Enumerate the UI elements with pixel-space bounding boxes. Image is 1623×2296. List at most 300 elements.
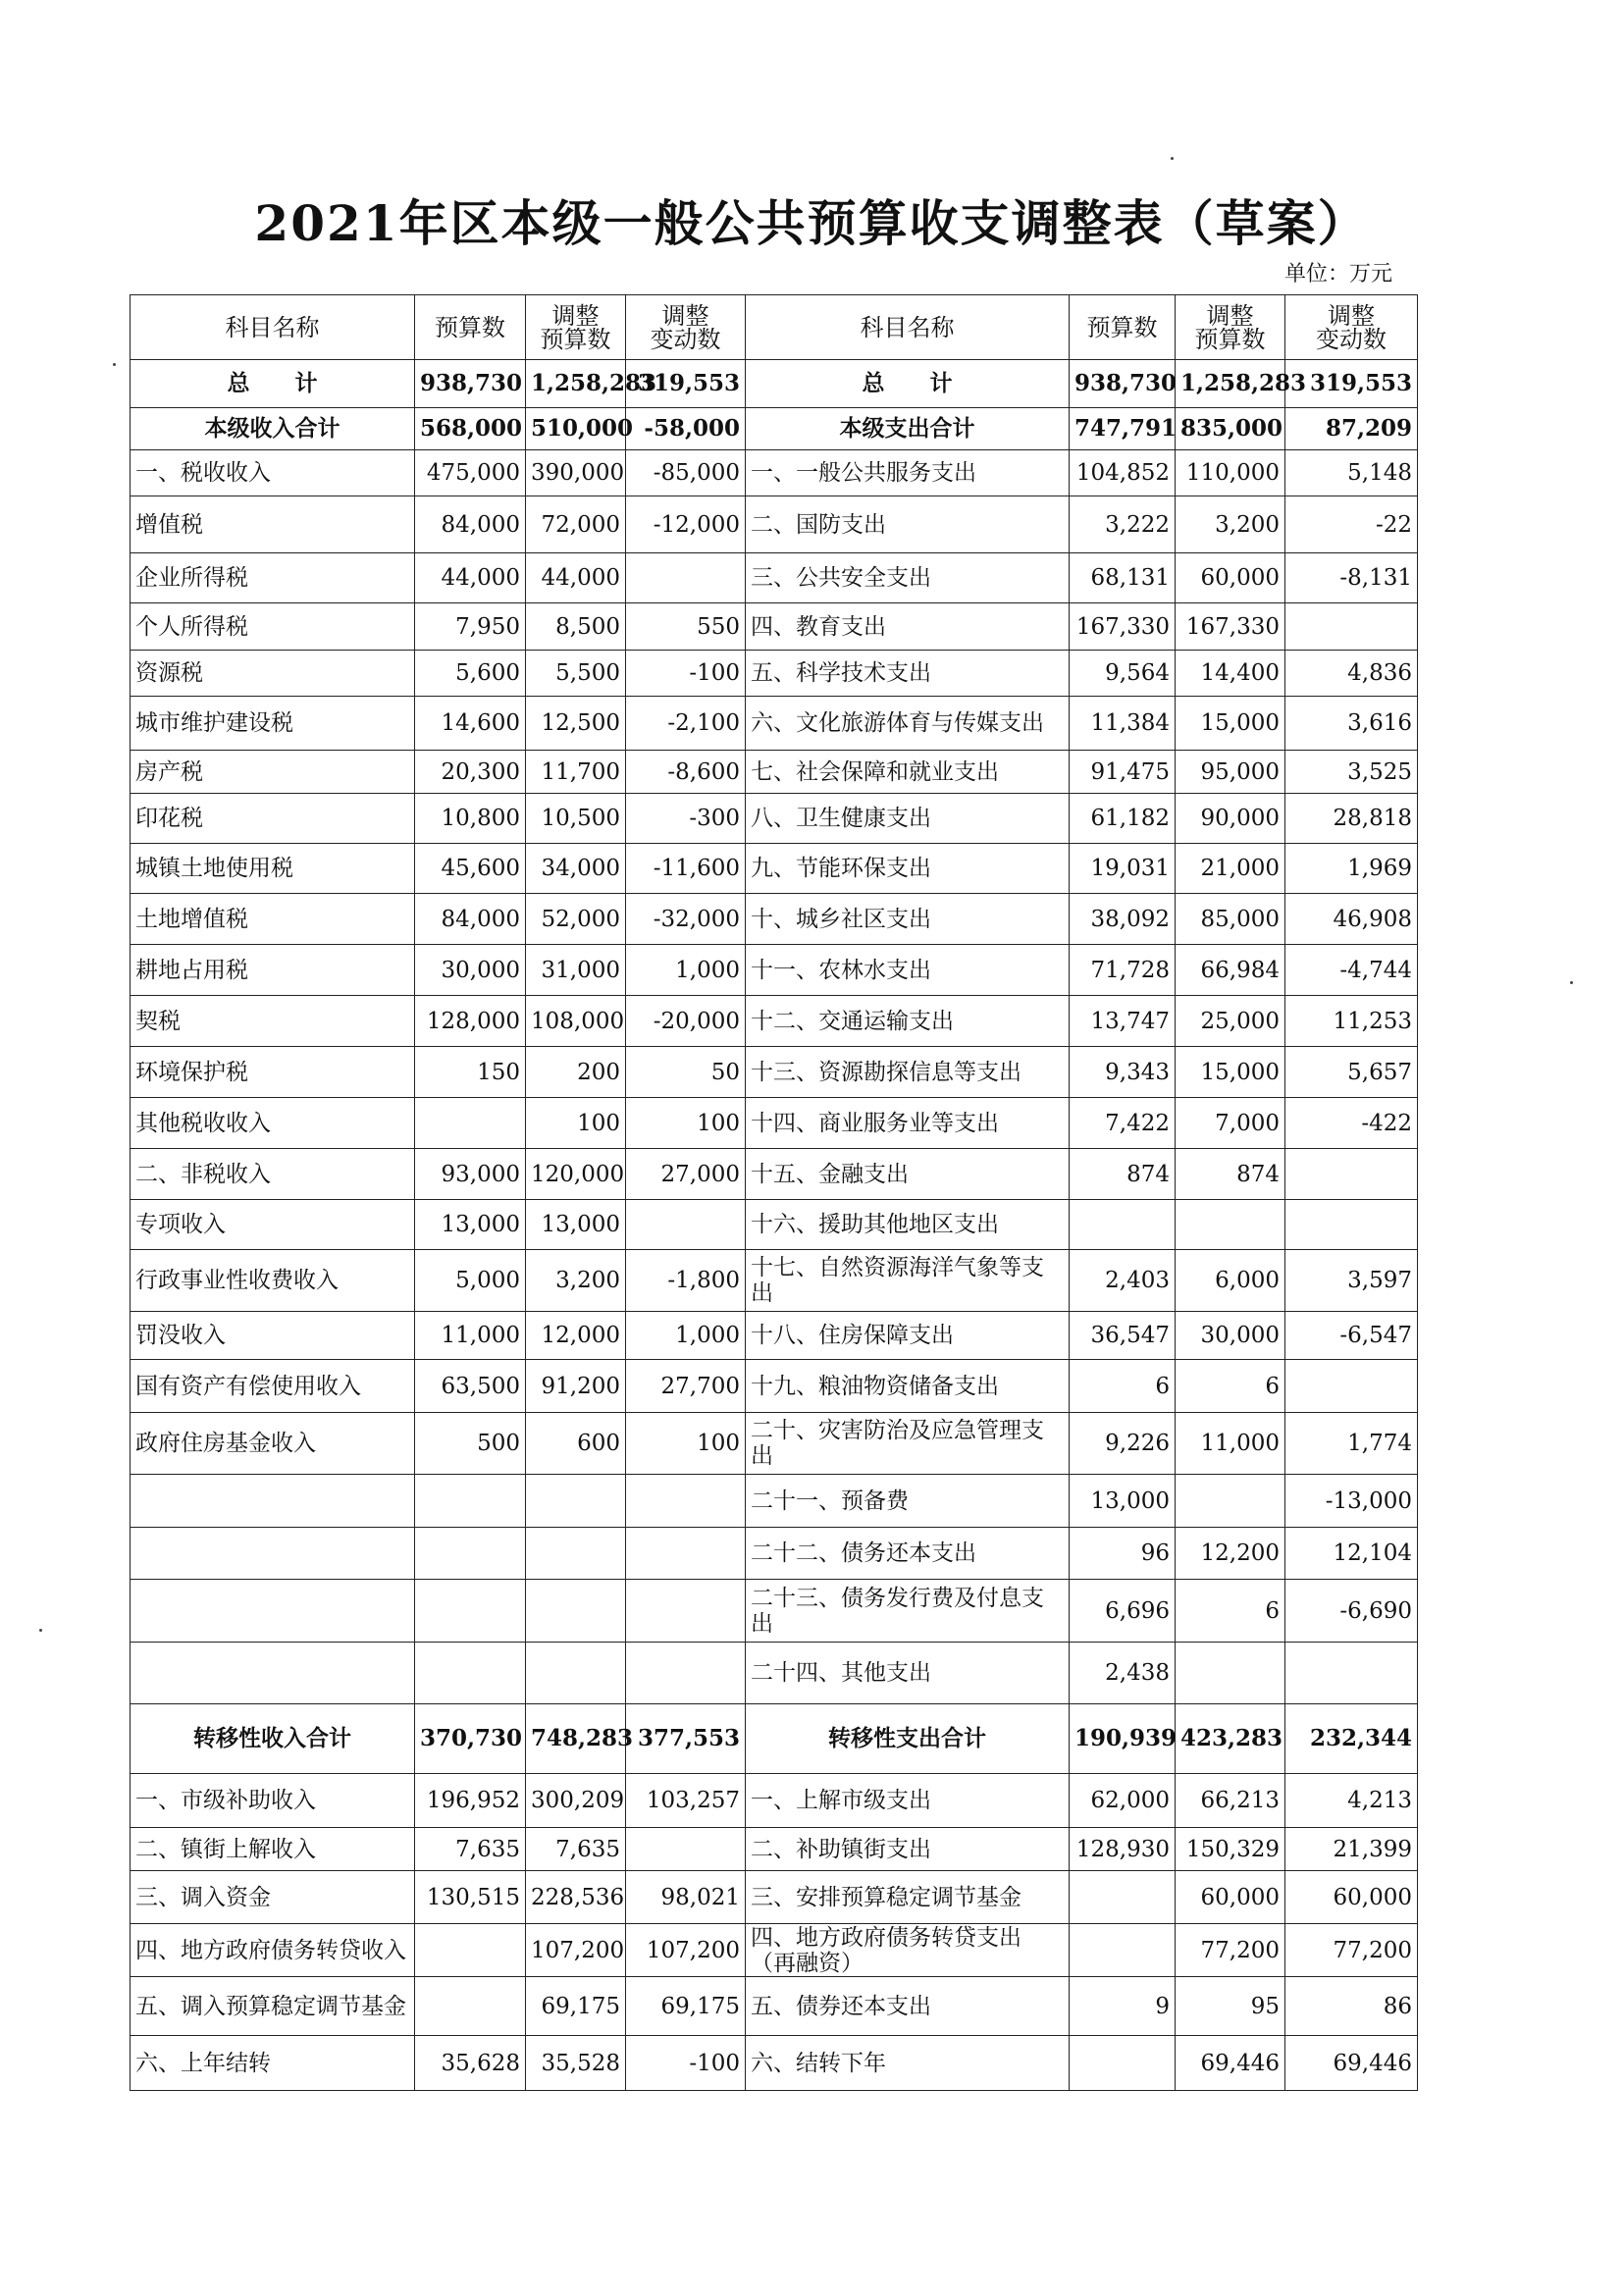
cell-income-adjusted: 748,283 [526, 1704, 626, 1774]
cell-income-change: 107,200 [626, 1924, 746, 1977]
cell-income-name: 六、上年结转 [131, 2036, 415, 2091]
cell-income-budget [415, 1475, 526, 1528]
cell-income-budget [415, 1643, 526, 1704]
cell-income-name [131, 1475, 415, 1528]
scan-speck [39, 1629, 42, 1632]
cell-expense-change [1285, 603, 1418, 651]
cell-expense-name: 十一、农林水支出 [746, 945, 1070, 996]
cell-income-budget: 45,600 [415, 844, 526, 894]
cell-income-budget: 44,000 [415, 553, 526, 603]
cell-expense-budget: 91,475 [1070, 751, 1176, 794]
cell-income-budget: 568,000 [415, 408, 526, 450]
header-income-change: 调整 变动数 [626, 295, 746, 360]
cell-income-change: -300 [626, 794, 746, 844]
cell-income-name: 城市维护建设税 [131, 697, 415, 751]
cell-income-name: 耕地占用税 [131, 945, 415, 996]
cell-expense-name: 二十一、预备费 [746, 1475, 1070, 1528]
table-row [131, 794, 1418, 844]
cell-income-change: 377,553 [626, 1704, 746, 1774]
cell-expense-change [1285, 1200, 1418, 1250]
cell-income-change: -58,000 [626, 408, 746, 450]
cell-income-adjusted: 120,000 [526, 1149, 626, 1200]
cell-income-change: 27,700 [626, 1360, 746, 1413]
table-row [131, 1828, 1418, 1871]
cell-expense-change: 1,774 [1285, 1413, 1418, 1475]
table-row [131, 1977, 1418, 2036]
cell-expense-budget: 2,403 [1070, 1250, 1176, 1312]
cell-income-adjusted: 228,536 [526, 1871, 626, 1924]
table-row [131, 651, 1418, 697]
table-row [131, 1580, 1418, 1643]
cell-expense-adjusted: 835,000 [1176, 408, 1285, 450]
cell-income-name: 一、市级补助收入 [131, 1774, 415, 1828]
cell-expense-budget: 104,852 [1070, 450, 1176, 496]
header-expense-budget: 预算数 [1070, 295, 1176, 360]
cell-income-budget: 196,952 [415, 1774, 526, 1828]
cell-expense-change: 3,616 [1285, 697, 1418, 751]
cell-expense-change: -13,000 [1285, 1475, 1418, 1528]
cell-expense-name: 四、地方政府债务转贷支出（再融资） [746, 1924, 1070, 1977]
cell-income-adjusted [526, 1475, 626, 1528]
cell-income-adjusted: 72,000 [526, 496, 626, 553]
cell-expense-name: 十五、金融支出 [746, 1149, 1070, 1200]
cell-expense-budget: 96 [1070, 1528, 1176, 1580]
cell-income-budget: 10,800 [415, 794, 526, 844]
cell-expense-name: 总 计 [746, 360, 1070, 408]
cell-expense-name: 六、结转下年 [746, 2036, 1070, 2091]
cell-income-budget: 500 [415, 1413, 526, 1475]
cell-income-adjusted: 7,635 [526, 1828, 626, 1871]
cell-expense-name: 二十三、债务发行费及付息支出 [746, 1580, 1070, 1643]
cell-expense-change: 319,553 [1285, 360, 1418, 408]
cell-expense-change [1285, 1149, 1418, 1200]
cell-expense-budget: 9 [1070, 1977, 1176, 2036]
table-row [131, 360, 1418, 408]
cell-income-adjusted: 8,500 [526, 603, 626, 651]
cell-expense-budget: 9,226 [1070, 1413, 1176, 1475]
table-row [131, 496, 1418, 553]
table-row [131, 450, 1418, 496]
cell-income-change: 69,175 [626, 1977, 746, 2036]
cell-expense-budget: 9,343 [1070, 1047, 1176, 1098]
cell-expense-change: 1,969 [1285, 844, 1418, 894]
cell-income-change: 319,553 [626, 360, 746, 408]
cell-expense-change: 87,209 [1285, 408, 1418, 450]
cell-expense-name: 五、科学技术支出 [746, 651, 1070, 697]
cell-income-change: 1,000 [626, 945, 746, 996]
cell-expense-budget [1070, 2036, 1176, 2091]
cell-income-budget: 370,730 [415, 1704, 526, 1774]
cell-expense-name: 二十、灾害防治及应急管理支出 [746, 1413, 1070, 1475]
cell-expense-adjusted: 110,000 [1176, 450, 1285, 496]
cell-expense-change: 3,525 [1285, 751, 1418, 794]
cell-expense-name: 本级支出合计 [746, 408, 1070, 450]
cell-income-adjusted: 12,000 [526, 1312, 626, 1360]
cell-expense-change: 5,657 [1285, 1047, 1418, 1098]
cell-income-change: 50 [626, 1047, 746, 1098]
table-row [131, 1413, 1418, 1475]
cell-income-name: 总 计 [131, 360, 415, 408]
cell-expense-change: 4,213 [1285, 1774, 1418, 1828]
cell-expense-budget: 747,791 [1070, 408, 1176, 450]
cell-income-adjusted: 10,500 [526, 794, 626, 844]
cell-income-budget [415, 1977, 526, 2036]
cell-expense-name: 九、节能环保支出 [746, 844, 1070, 894]
cell-income-name: 二、非税收入 [131, 1149, 415, 1200]
cell-income-budget: 7,950 [415, 603, 526, 651]
cell-expense-adjusted: 1,258,283 [1176, 360, 1285, 408]
cell-income-budget: 84,000 [415, 496, 526, 553]
table-row [131, 1924, 1418, 1977]
cell-expense-adjusted [1176, 1200, 1285, 1250]
cell-expense-budget: 6,696 [1070, 1580, 1176, 1643]
cell-expense-adjusted: 6,000 [1176, 1250, 1285, 1312]
table-row [131, 996, 1418, 1047]
cell-expense-change: 5,148 [1285, 450, 1418, 496]
cell-expense-budget: 128,930 [1070, 1828, 1176, 1871]
cell-income-name: 增值税 [131, 496, 415, 553]
header-income-adjusted: 调整 预算数 [526, 295, 626, 360]
cell-expense-budget: 68,131 [1070, 553, 1176, 603]
table-row [131, 1250, 1418, 1312]
cell-income-budget: 938,730 [415, 360, 526, 408]
table-row [131, 408, 1418, 450]
table-row [131, 945, 1418, 996]
cell-expense-name: 一、一般公共服务支出 [746, 450, 1070, 496]
cell-income-change: 98,021 [626, 1871, 746, 1924]
cell-expense-change [1285, 1360, 1418, 1413]
cell-income-budget [415, 1528, 526, 1580]
cell-income-budget: 35,628 [415, 2036, 526, 2091]
cell-expense-name: 五、债券还本支出 [746, 1977, 1070, 2036]
cell-expense-budget [1070, 1924, 1176, 1977]
cell-expense-change: 21,399 [1285, 1828, 1418, 1871]
cell-income-change [626, 1828, 746, 1871]
cell-expense-change [1285, 1643, 1418, 1704]
cell-expense-adjusted [1176, 1643, 1285, 1704]
cell-expense-adjusted: 11,000 [1176, 1413, 1285, 1475]
scan-speck [1171, 157, 1174, 160]
cell-expense-budget: 61,182 [1070, 794, 1176, 844]
cell-expense-adjusted [1176, 1475, 1285, 1528]
cell-income-change: 1,000 [626, 1312, 746, 1360]
cell-income-change: -85,000 [626, 450, 746, 496]
table-row [131, 1200, 1418, 1250]
header-expense-adjusted: 调整 预算数 [1176, 295, 1285, 360]
cell-expense-adjusted: 21,000 [1176, 844, 1285, 894]
cell-expense-adjusted: 7,000 [1176, 1098, 1285, 1149]
cell-income-adjusted: 31,000 [526, 945, 626, 996]
table-row [131, 1360, 1418, 1413]
header-expense-name: 科目名称 [746, 295, 1070, 360]
cell-expense-adjusted: 60,000 [1176, 1871, 1285, 1924]
cell-expense-budget: 167,330 [1070, 603, 1176, 651]
cell-expense-adjusted: 14,400 [1176, 651, 1285, 697]
cell-income-name: 印花税 [131, 794, 415, 844]
cell-expense-name: 十三、资源勘探信息等支出 [746, 1047, 1070, 1098]
cell-income-change: -100 [626, 2036, 746, 2091]
cell-income-name: 其他税收收入 [131, 1098, 415, 1149]
cell-income-budget: 84,000 [415, 894, 526, 945]
cell-income-budget [415, 1580, 526, 1643]
cell-expense-name: 十、城乡社区支出 [746, 894, 1070, 945]
cell-expense-adjusted: 874 [1176, 1149, 1285, 1200]
cell-expense-change: 232,344 [1285, 1704, 1418, 1774]
cell-expense-change: -8,131 [1285, 553, 1418, 603]
cell-income-adjusted [526, 1580, 626, 1643]
page-title: 2021年区本级一般公共预算收支调整表（草案） [254, 194, 1369, 252]
cell-expense-name: 三、公共安全支出 [746, 553, 1070, 603]
cell-expense-adjusted: 6 [1176, 1360, 1285, 1413]
cell-income-budget: 11,000 [415, 1312, 526, 1360]
cell-income-name: 契税 [131, 996, 415, 1047]
cell-expense-change: 11,253 [1285, 996, 1418, 1047]
cell-expense-change: -6,547 [1285, 1312, 1418, 1360]
cell-expense-budget: 13,000 [1070, 1475, 1176, 1528]
cell-income-adjusted: 1,258,283 [526, 360, 626, 408]
cell-income-change [626, 553, 746, 603]
table-row [131, 751, 1418, 794]
table-row [131, 1312, 1418, 1360]
cell-income-name: 房产税 [131, 751, 415, 794]
cell-expense-budget: 62,000 [1070, 1774, 1176, 1828]
table-row [131, 1047, 1418, 1098]
table-row [131, 1149, 1418, 1200]
cell-expense-adjusted: 69,446 [1176, 2036, 1285, 2091]
table-row [131, 2036, 1418, 2091]
cell-expense-adjusted: 15,000 [1176, 1047, 1285, 1098]
cell-expense-budget: 3,222 [1070, 496, 1176, 553]
cell-expense-budget: 874 [1070, 1149, 1176, 1200]
cell-expense-name: 转移性支出合计 [746, 1704, 1070, 1774]
cell-expense-name: 十七、自然资源海洋气象等支出 [746, 1250, 1070, 1312]
cell-expense-adjusted: 12,200 [1176, 1528, 1285, 1580]
cell-expense-budget: 9,564 [1070, 651, 1176, 697]
cell-expense-name: 二、国防支出 [746, 496, 1070, 553]
cell-income-budget: 20,300 [415, 751, 526, 794]
cell-income-name [131, 1528, 415, 1580]
table-row [131, 1475, 1418, 1528]
cell-expense-adjusted: 66,984 [1176, 945, 1285, 996]
cell-expense-name: 四、教育支出 [746, 603, 1070, 651]
cell-expense-budget: 71,728 [1070, 945, 1176, 996]
cell-expense-change: -6,690 [1285, 1580, 1418, 1643]
cell-expense-name: 一、上解市级支出 [746, 1774, 1070, 1828]
cell-income-name: 罚没收入 [131, 1312, 415, 1360]
cell-income-change [626, 1475, 746, 1528]
cell-income-name: 二、镇街上解收入 [131, 1828, 415, 1871]
cell-income-change: 550 [626, 603, 746, 651]
cell-expense-adjusted: 60,000 [1176, 553, 1285, 603]
cell-expense-name: 六、文化旅游体育与传媒支出 [746, 697, 1070, 751]
cell-expense-name: 十九、粮油物资储备支出 [746, 1360, 1070, 1413]
table-row [131, 1643, 1418, 1704]
table-row [131, 1098, 1418, 1149]
budget-adjustment-table [130, 294, 1418, 2091]
cell-income-change [626, 1580, 746, 1643]
header-income-budget: 预算数 [415, 295, 526, 360]
cell-expense-change: 60,000 [1285, 1871, 1418, 1924]
cell-income-adjusted: 3,200 [526, 1250, 626, 1312]
cell-income-adjusted: 300,209 [526, 1774, 626, 1828]
cell-income-adjusted: 91,200 [526, 1360, 626, 1413]
table-row [131, 1871, 1418, 1924]
cell-income-budget: 63,500 [415, 1360, 526, 1413]
cell-income-budget: 14,600 [415, 697, 526, 751]
cell-income-name: 四、地方政府债务转贷收入 [131, 1924, 415, 1977]
cell-income-change [626, 1200, 746, 1250]
cell-expense-adjusted: 95 [1176, 1977, 1285, 2036]
cell-expense-name: 十四、商业服务业等支出 [746, 1098, 1070, 1149]
cell-income-name: 环境保护税 [131, 1047, 415, 1098]
cell-income-budget [415, 1098, 526, 1149]
cell-income-name: 政府住房基金收入 [131, 1413, 415, 1475]
cell-income-name: 转移性收入合计 [131, 1704, 415, 1774]
cell-expense-name: 二十二、债务还本支出 [746, 1528, 1070, 1580]
cell-income-adjusted [526, 1528, 626, 1580]
cell-income-change: -32,000 [626, 894, 746, 945]
table-row [131, 1528, 1418, 1580]
cell-expense-change: 46,908 [1285, 894, 1418, 945]
cell-income-adjusted: 52,000 [526, 894, 626, 945]
cell-income-name: 三、调入资金 [131, 1871, 415, 1924]
cell-income-change [626, 1643, 746, 1704]
cell-expense-budget: 36,547 [1070, 1312, 1176, 1360]
table-row [131, 1704, 1418, 1774]
cell-income-adjusted: 35,528 [526, 2036, 626, 2091]
cell-expense-budget: 19,031 [1070, 844, 1176, 894]
cell-income-name: 五、调入预算稳定调节基金 [131, 1977, 415, 2036]
header-expense-change: 调整 变动数 [1285, 295, 1418, 360]
cell-income-name: 国有资产有偿使用收入 [131, 1360, 415, 1413]
table-row [131, 844, 1418, 894]
cell-expense-change: 4,836 [1285, 651, 1418, 697]
cell-income-name: 资源税 [131, 651, 415, 697]
cell-expense-change: -422 [1285, 1098, 1418, 1149]
cell-income-budget: 13,000 [415, 1200, 526, 1250]
cell-income-budget: 130,515 [415, 1871, 526, 1924]
cell-expense-adjusted: 95,000 [1176, 751, 1285, 794]
cell-income-change: 103,257 [626, 1774, 746, 1828]
scan-speck [1570, 981, 1573, 984]
cell-income-budget: 150 [415, 1047, 526, 1098]
cell-income-adjusted: 510,000 [526, 408, 626, 450]
cell-income-adjusted: 11,700 [526, 751, 626, 794]
cell-income-name: 土地增值税 [131, 894, 415, 945]
cell-expense-name: 三、安排预算稳定调节基金 [746, 1871, 1070, 1924]
cell-expense-change: 3,597 [1285, 1250, 1418, 1312]
cell-income-name: 专项收入 [131, 1200, 415, 1250]
cell-income-adjusted: 107,200 [526, 1924, 626, 1977]
cell-income-change: -12,000 [626, 496, 746, 553]
table-row [131, 894, 1418, 945]
cell-expense-budget [1070, 1871, 1176, 1924]
cell-expense-adjusted: 25,000 [1176, 996, 1285, 1047]
cell-expense-budget: 938,730 [1070, 360, 1176, 408]
cell-income-adjusted: 44,000 [526, 553, 626, 603]
cell-expense-budget: 6 [1070, 1360, 1176, 1413]
cell-expense-adjusted: 423,283 [1176, 1704, 1285, 1774]
cell-income-budget: 5,600 [415, 651, 526, 697]
cell-income-change: -100 [626, 651, 746, 697]
cell-income-change: 100 [626, 1098, 746, 1149]
cell-income-budget [415, 1924, 526, 1977]
cell-expense-adjusted: 77,200 [1176, 1924, 1285, 1977]
cell-expense-budget: 13,747 [1070, 996, 1176, 1047]
cell-expense-name: 十六、援助其他地区支出 [746, 1200, 1070, 1250]
cell-income-change: -2,100 [626, 697, 746, 751]
cell-income-adjusted: 390,000 [526, 450, 626, 496]
cell-income-adjusted: 5,500 [526, 651, 626, 697]
cell-income-name: 企业所得税 [131, 553, 415, 603]
cell-income-name: 行政事业性收费收入 [131, 1250, 415, 1312]
cell-income-budget: 128,000 [415, 996, 526, 1047]
cell-expense-adjusted: 150,329 [1176, 1828, 1285, 1871]
cell-expense-change: 12,104 [1285, 1528, 1418, 1580]
cell-income-adjusted: 69,175 [526, 1977, 626, 2036]
cell-income-budget: 475,000 [415, 450, 526, 496]
cell-income-change: 100 [626, 1413, 746, 1475]
cell-expense-change: 77,200 [1285, 1924, 1418, 1977]
cell-expense-adjusted: 6 [1176, 1580, 1285, 1643]
cell-income-name [131, 1580, 415, 1643]
cell-income-adjusted: 13,000 [526, 1200, 626, 1250]
cell-expense-name: 二、补助镇街支出 [746, 1828, 1070, 1871]
cell-income-change: -1,800 [626, 1250, 746, 1312]
cell-income-change: -8,600 [626, 751, 746, 794]
cell-expense-change: -4,744 [1285, 945, 1418, 996]
cell-income-budget: 30,000 [415, 945, 526, 996]
cell-income-name: 个人所得税 [131, 603, 415, 651]
cell-expense-name: 七、社会保障和就业支出 [746, 751, 1070, 794]
table-header-row [131, 295, 1418, 360]
cell-income-adjusted [526, 1643, 626, 1704]
cell-income-change [626, 1528, 746, 1580]
cell-income-name: 一、税收收入 [131, 450, 415, 496]
cell-expense-adjusted: 30,000 [1176, 1312, 1285, 1360]
cell-expense-budget [1070, 1200, 1176, 1250]
cell-income-change: 27,000 [626, 1149, 746, 1200]
cell-income-change: -20,000 [626, 996, 746, 1047]
cell-expense-change: 28,818 [1285, 794, 1418, 844]
table-row [131, 603, 1418, 651]
cell-expense-change: -22 [1285, 496, 1418, 553]
cell-income-budget: 93,000 [415, 1149, 526, 1200]
cell-income-budget: 7,635 [415, 1828, 526, 1871]
cell-expense-adjusted: 3,200 [1176, 496, 1285, 553]
cell-expense-budget: 7,422 [1070, 1098, 1176, 1149]
cell-income-adjusted: 108,000 [526, 996, 626, 1047]
unit-label: 单位：万元 [1283, 262, 1392, 287]
cell-expense-name: 八、卫生健康支出 [746, 794, 1070, 844]
cell-income-adjusted: 600 [526, 1413, 626, 1475]
cell-expense-budget: 11,384 [1070, 697, 1176, 751]
cell-income-change: -11,600 [626, 844, 746, 894]
cell-expense-adjusted: 85,000 [1176, 894, 1285, 945]
cell-expense-name: 二十四、其他支出 [746, 1643, 1070, 1704]
cell-expense-adjusted: 66,213 [1176, 1774, 1285, 1828]
header-income-name: 科目名称 [131, 295, 415, 360]
cell-expense-adjusted: 90,000 [1176, 794, 1285, 844]
table-body [131, 295, 1418, 2091]
cell-income-adjusted: 12,500 [526, 697, 626, 751]
table-row [131, 553, 1418, 603]
cell-income-adjusted: 100 [526, 1098, 626, 1149]
cell-expense-change: 86 [1285, 1977, 1418, 2036]
scan-speck [113, 363, 116, 366]
cell-expense-budget: 2,438 [1070, 1643, 1176, 1704]
cell-expense-budget: 190,939 [1070, 1704, 1176, 1774]
